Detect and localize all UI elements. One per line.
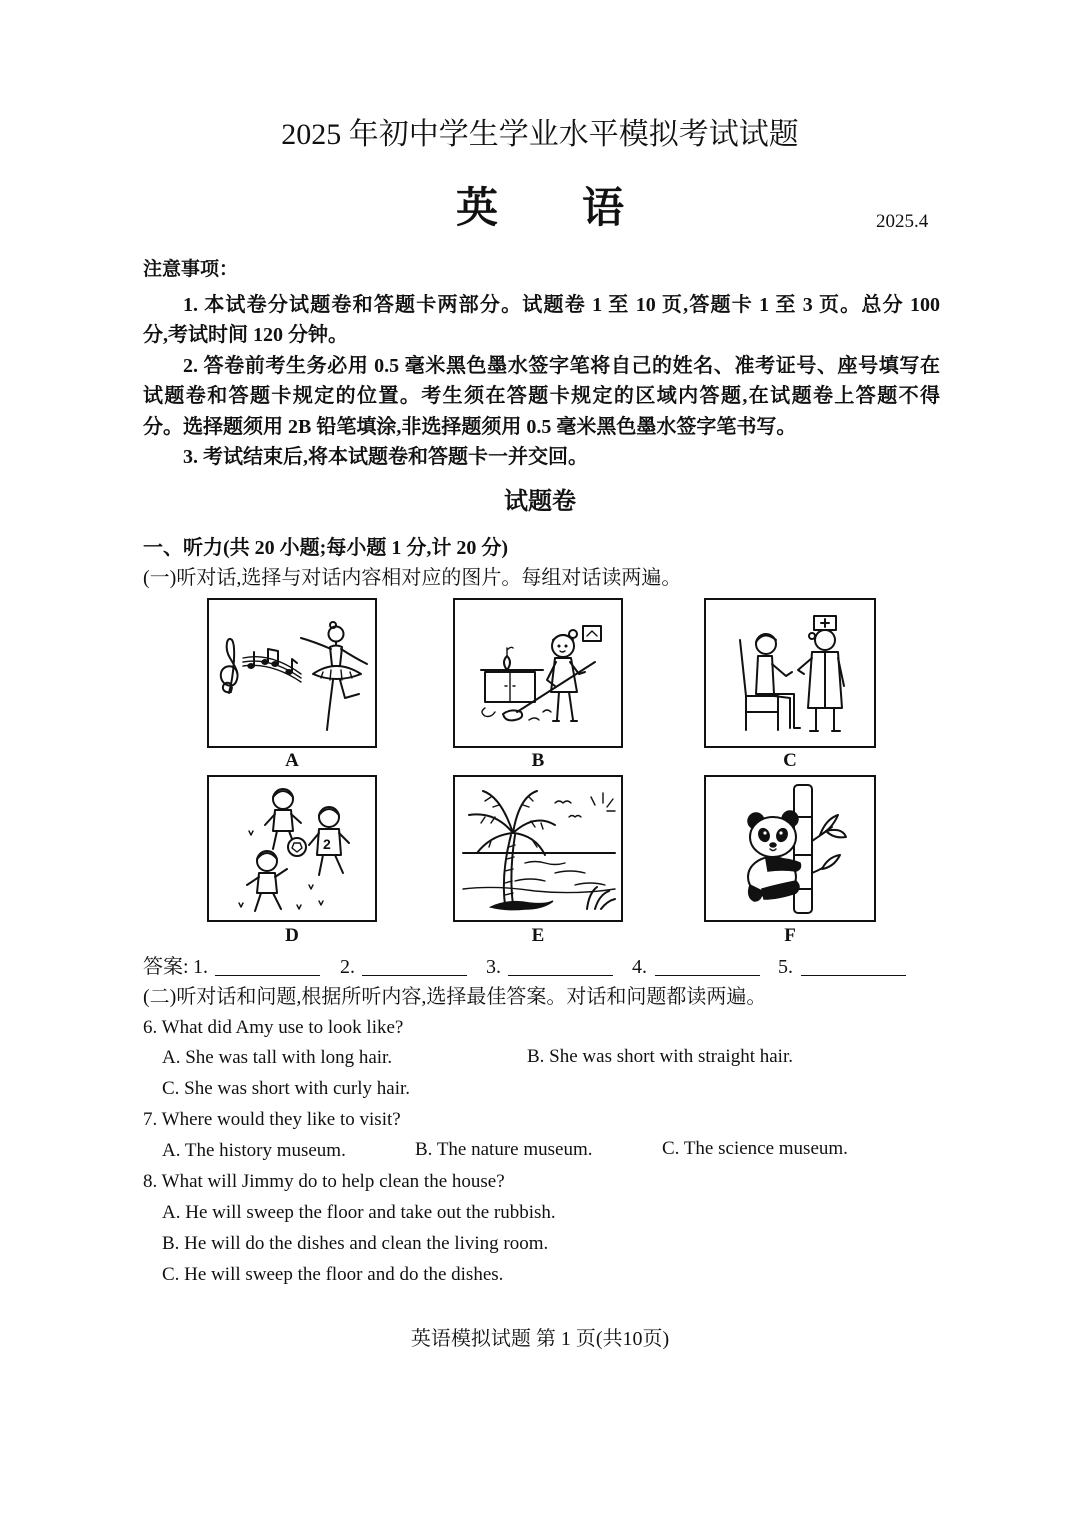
question-8-option-b: B. He will do the dishes and clean the living room. — [162, 1233, 549, 1254]
question-7-stem: 7. Where would they like to visit? — [143, 1109, 401, 1130]
wall-picture-frame — [583, 626, 601, 641]
answer-number-4: 4. — [632, 956, 647, 978]
ballerina-music-picture — [209, 600, 375, 746]
music-notes — [243, 649, 301, 682]
answer-blank-3 — [508, 975, 613, 976]
picture-box-d — [207, 775, 377, 922]
picture-box-f — [704, 775, 876, 922]
answer-number-1: 1. — [193, 956, 208, 978]
question-7-option-a: A. The history museum. — [162, 1140, 346, 1161]
question-7-option-b: B. The nature museum. — [415, 1139, 593, 1160]
exam-title: 2025 年初中学生学业水平模拟考试试题 — [281, 118, 799, 151]
soccer-ball — [288, 838, 306, 856]
panda — [748, 811, 801, 901]
sun-rays — [591, 793, 615, 811]
treble-clef — [221, 639, 238, 693]
kid-right — [309, 807, 349, 875]
note-1-line-1: 1. 本试卷分试题卷和答题卡两部分。试题卷 1 至 10 页,答题卡 1 至 3 页。总分 100 — [183, 294, 940, 316]
girl-with-mop — [482, 630, 595, 721]
picture-box-a — [207, 598, 377, 748]
picture-box-c — [704, 598, 876, 748]
picture-label-e: E — [531, 925, 545, 946]
sea — [463, 853, 615, 893]
picture-box-e — [453, 775, 623, 922]
answer-number-2: 2. — [340, 956, 355, 978]
birds — [555, 801, 581, 817]
answer-number-5: 5. — [778, 956, 793, 978]
picture-label-a: A — [285, 750, 299, 771]
question-6-option-a: A. She was tall with long hair. — [162, 1047, 393, 1068]
answer-label: 答案: — [143, 956, 189, 978]
note-3-line-1: 3. 考试结束后,将本试题卷和答题卡一并交回。 — [183, 445, 588, 468]
note-2-line-1: 2. 答卷前考生务必用 0.5 毫米黑色墨水签字笔将自己的姓名、准考证号、座号填写在 — [183, 354, 940, 377]
doctor — [798, 616, 844, 731]
part-2-instruction: (二)听对话和问题,根据所听内容,选择最佳答案。对话和问题都读两遍。 — [143, 986, 767, 1008]
notes-heading: 注意事项： — [143, 259, 239, 280]
picture-box-b — [453, 598, 623, 748]
bamboo — [794, 785, 846, 913]
kid-bottom — [247, 851, 287, 911]
part-1-instruction: (一)听对话,选择与对话内容相对应的图片。每组对话读两遍。 — [143, 567, 682, 589]
exam-date: 2025.4 — [876, 211, 929, 232]
subject-title: 英 语 — [455, 186, 624, 232]
question-6-option-b: B. She was short with straight hair. — [527, 1046, 793, 1067]
question-8-option-c: C. He will sweep the floor and do the dishes. — [162, 1264, 504, 1285]
picture-label-f: F — [784, 925, 796, 946]
shore-shadow — [491, 901, 553, 910]
answer-number-3: 3. — [486, 956, 501, 978]
paper-title: 试题卷 — [504, 489, 576, 515]
answer-blank-4 — [655, 975, 760, 976]
note-2-line-3: 分。选择题须用 2B 铅笔填涂,非选择题须用 0.5 毫米黑色墨水签字笔书写。 — [143, 415, 797, 438]
jersey-number: 2 — [323, 836, 331, 852]
doctor-patient-picture — [706, 600, 874, 746]
panda-bamboo-picture — [706, 777, 874, 920]
question-6-option-c: C. She was short with curly hair. — [162, 1078, 411, 1099]
question-6-stem: 6. What did Amy use to look like? — [143, 1017, 404, 1038]
page-footer: 英语模拟试题 第 1 页(共10页) — [410, 1328, 670, 1350]
ballerina — [301, 622, 367, 730]
question-8-stem: 8. What will Jimmy do to help clean the house? — [143, 1171, 505, 1192]
answer-blank-1 — [215, 975, 320, 976]
note-2-line-2: 试题卷和答题卡规定的位置。考生须在答题卡规定的区域内答题,在试题卷上答题不得 — [143, 385, 940, 408]
picture-label-d: D — [285, 925, 299, 946]
question-7-option-c: C. The science museum. — [662, 1138, 848, 1159]
answer-blank-5 — [801, 975, 906, 976]
cabinet — [481, 647, 543, 702]
picture-label-c: C — [783, 750, 797, 771]
answer-blank-2 — [362, 975, 467, 976]
girl-mopping-floor-picture — [455, 600, 621, 746]
beach-palm-tree-picture — [455, 777, 621, 920]
note-1-line-2: 分,考试时间 120 分钟。 — [143, 324, 348, 347]
question-8-option-a: A. He will sweep the floor and take out the rubbish. — [162, 1202, 556, 1223]
section-heading-listening: 一、听力(共 20 小题;每小题 1 分,计 20 分) — [143, 537, 508, 559]
kids-playing-soccer-picture — [209, 777, 375, 920]
picture-label-b: B — [531, 750, 545, 771]
notes-list — [143, 290, 940, 472]
